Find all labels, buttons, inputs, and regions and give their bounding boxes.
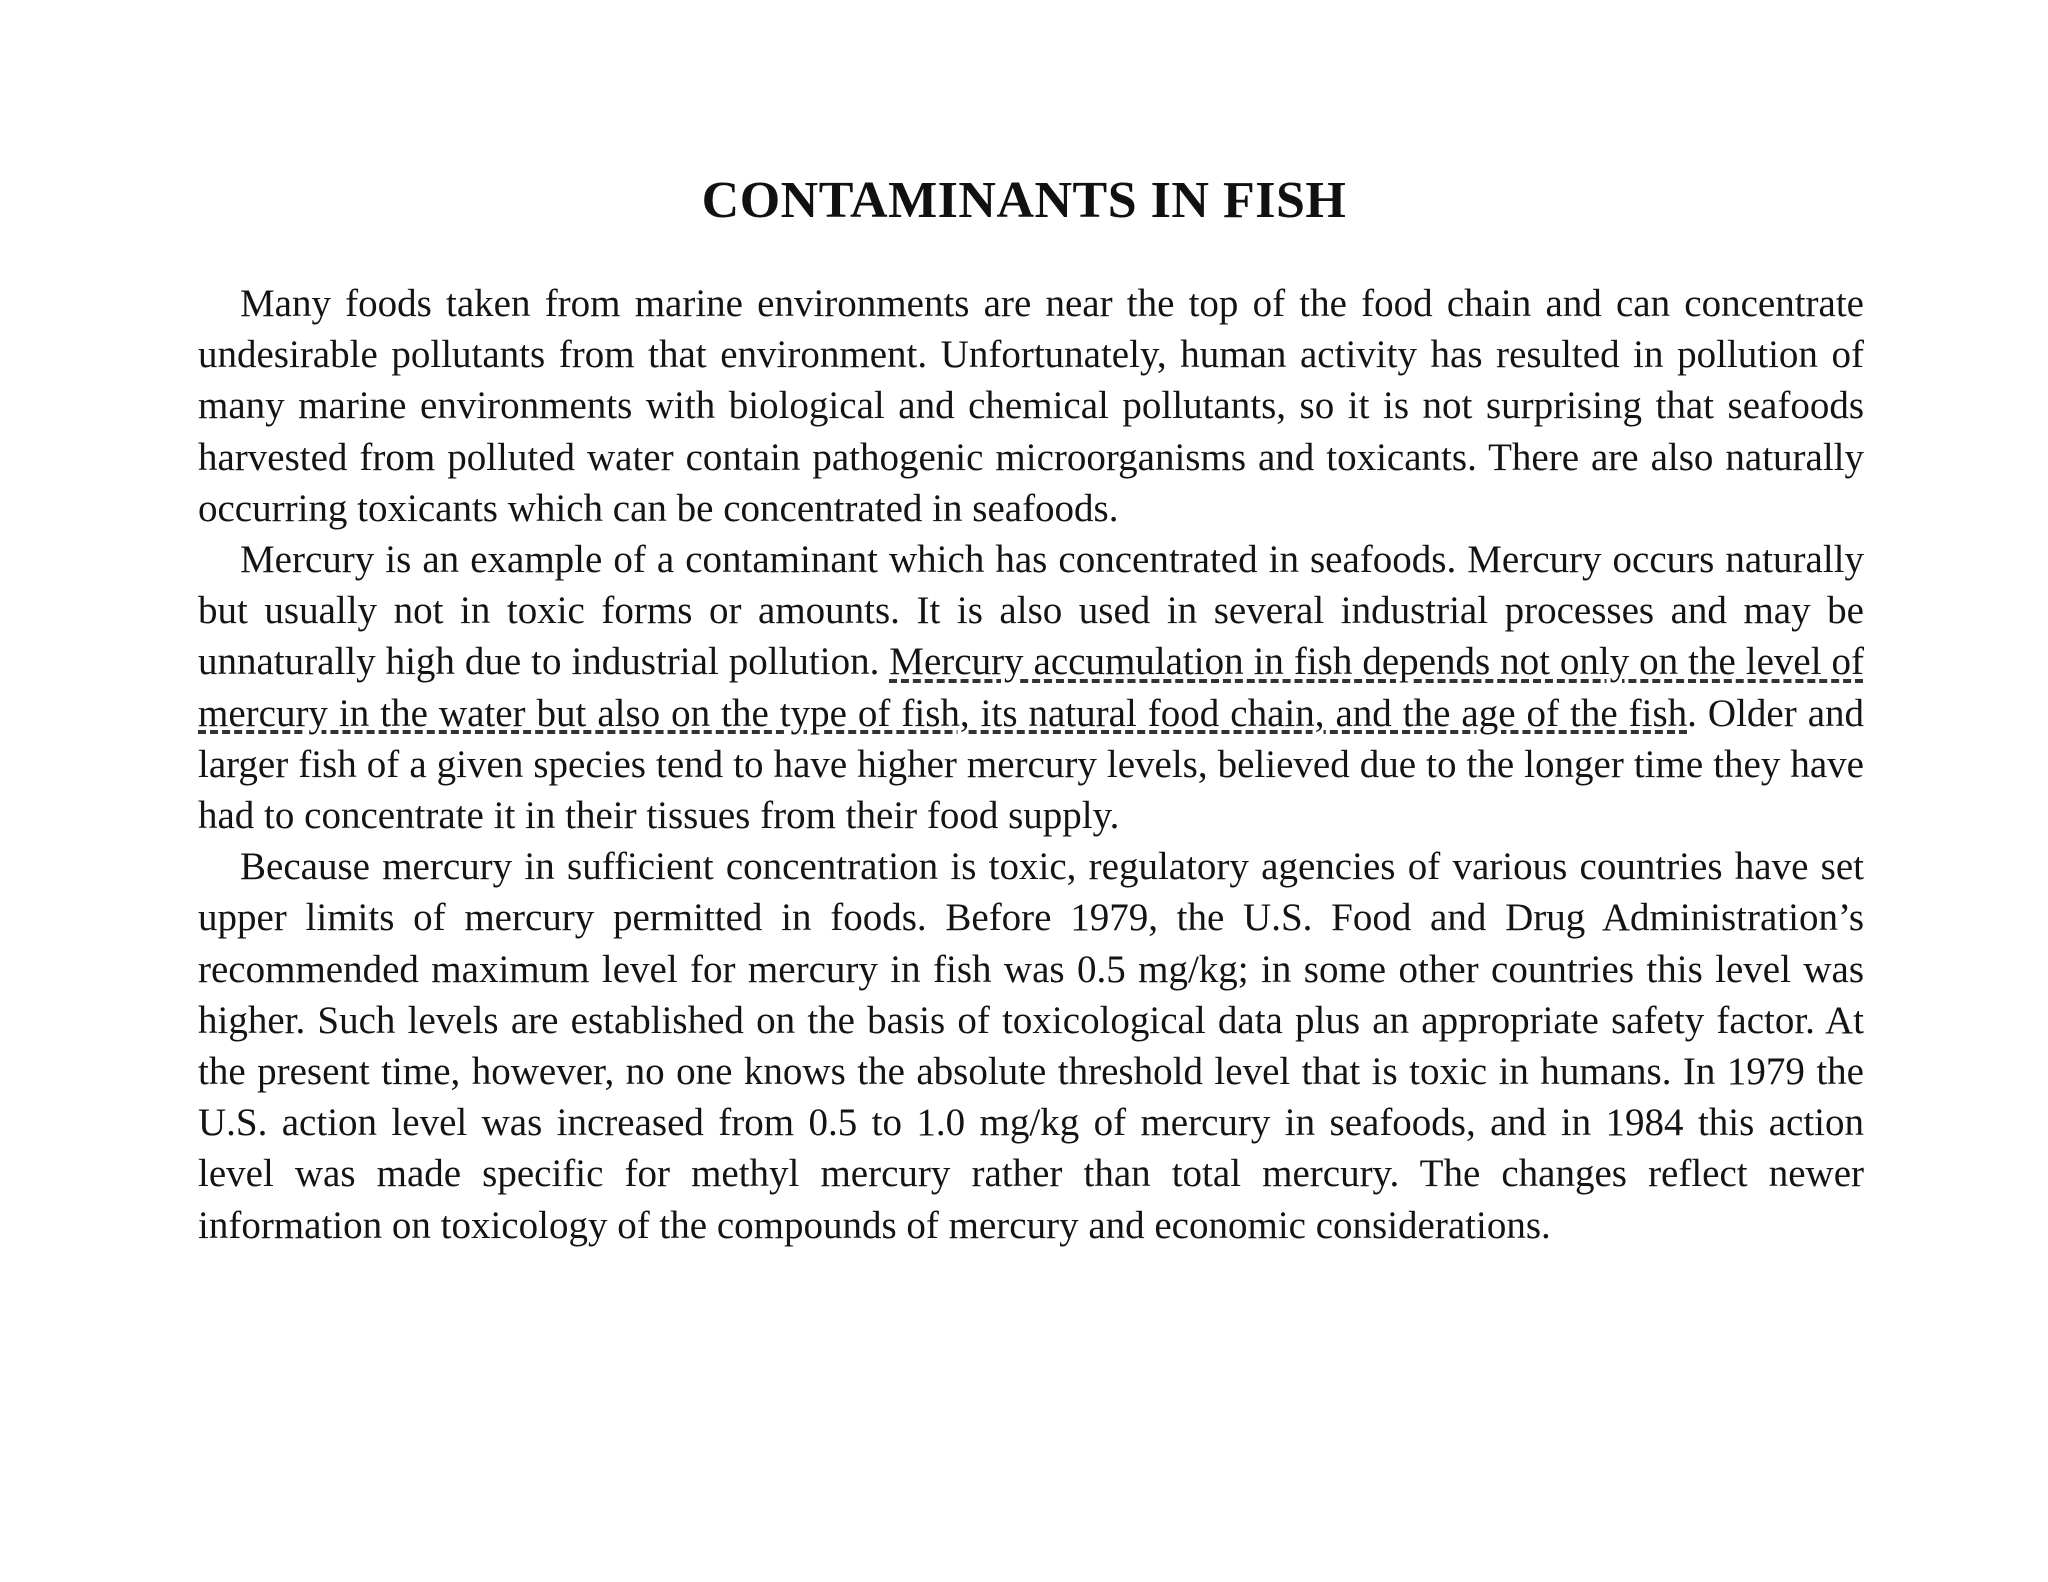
- paragraph-2: [198, 534, 1864, 841]
- paragraph-3: Because mercury in sufficient concentration is toxic, regulatory agencies of various countries have set upper limits of mercury permitted in foods. Before 1979, the U.S. Food and Drug Administration’s recommended maximum level for mercury in fish was 0.5 mg/kg; in some other countries this level was higher. Such levels are established on the basis of toxicological data plus an appropriate safety factor. At the present time, however, no one knows the absolute threshold level that is toxic in humans. In 1979 the U.S. action level was increased from 0.5 to 1.0 mg/kg of mercury in seafoods, and in 1984 this action level was made specific for methyl mercury rather than total mercury. The changes reflect newer information on toxicology of the compounds of mercury and economic considerations.: [198, 845, 1864, 1247]
- body-text: [198, 278, 1864, 1251]
- page-title: CONTAMINANTS IN FISH: [701, 172, 1347, 229]
- paragraph-2-intro: Mercury is an example of a contaminant which has concentrated in seafoods. Mercury occurs naturally but usually not in toxic forms or amounts. It is also used in several industrial processes and may be unnaturally high due to industrial pollution.: [198, 538, 1864, 684]
- paragraph-1: Many foods taken from marine environments are near the top of the food chain and can concentrate undesirable pollutants from that environment. Unfortunately, human activity has resulted in pollution of many marine environments with biological and chemical pollutants, so it is not surprising that seafoods harvested from polluted water contain pathogenic microorganisms and toxicants. There are also naturally occurring toxicants which can be concentrated in seafoods.: [198, 282, 1864, 530]
- paragraph-2-rest: . Older and larger fish of a given species tend to have higher mercury levels, believed due to the longer time they have had to concentrate it in their tissues from their food supply.: [198, 691, 1865, 838]
- underlined-passage: Mercury accumulation in fish depends not only on the level of mercury in the water but also on the type of fish, its natural food chain, and the age of the fish: [198, 640, 1864, 735]
